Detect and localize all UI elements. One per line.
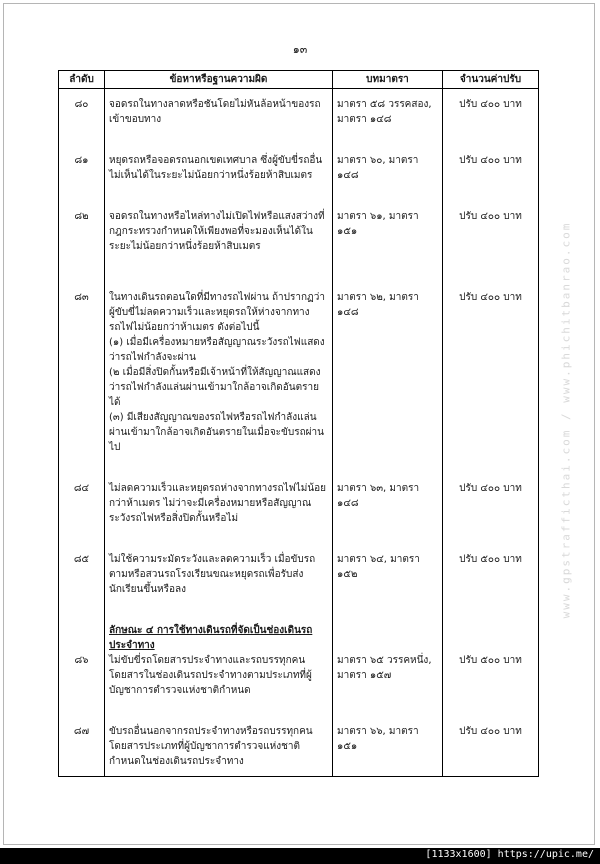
row-offense [105, 153, 333, 183]
row-gap [59, 127, 539, 153]
row-fine: ปรับ ๔๐๐ บาท [443, 290, 539, 455]
table-row [59, 653, 539, 698]
row-no: ๘๓ [59, 290, 105, 455]
row-offense [105, 209, 333, 254]
image-host-bar [0, 848, 600, 864]
row-gap [59, 597, 539, 623]
row-gap [59, 254, 539, 290]
section-text: มาตรา ๖๒, มาตรา ๑๔๘ [337, 291, 419, 318]
section-heading: ลักษณะ ๔ การใช้ทางเดินรถที่จัดเป็นช่องเดินรถประจำทาง [109, 624, 313, 651]
offense-text: ไม่ใช้ความระมัดระวังและลดความเร็ว เมื่อขับรถตามหรือสวนรถโรงเรียนขณะหยุดรถเพื่อรับส่งนักเรียนขึ้นหรือลง [109, 553, 316, 595]
section-text: มาตรา ๖๓, มาตรา ๑๔๘ [337, 482, 420, 509]
row-offense [105, 97, 333, 127]
section-text: มาตรา ๑๕๗ [337, 669, 392, 681]
row-section [333, 653, 443, 698]
header-offense: ข้อหาหรือฐานความผิด [105, 71, 333, 89]
offense-text: ไม่ขับขี่รถโดยสารประจำทางและรถบรรทุกคนโดยสารในช่องเดินรถประจำทางตามประเภทที่ผู้บัญชาการตำรวจแห่งชาติกำหนด [109, 654, 312, 696]
row-section [333, 481, 443, 526]
table-row [59, 290, 539, 455]
section-text: มาตรา ๖๑, มาตรา ๑๕๑ [337, 210, 419, 237]
row-offense [105, 552, 333, 597]
row-gap [59, 455, 539, 481]
row-no: ๘๐ [59, 97, 105, 127]
row-fine: ปรับ ๔๐๐ บาท [443, 97, 539, 127]
section-heading-row [59, 623, 539, 653]
row-fine: ปรับ ๔๐๐ บาท [443, 153, 539, 183]
watermark-text: www.gpstrafficthai.com / www.phichitbanrao.com [559, 221, 573, 619]
row-offense [105, 481, 333, 526]
header-no: ลำดับ [59, 71, 105, 89]
row-no: ๘๔ [59, 481, 105, 526]
section-text: มาตรา ๖๖, มาตรา ๑๕๑ [337, 725, 419, 752]
row-no: ๘๕ [59, 552, 105, 597]
section-text: มาตรา ๑๔๘ [337, 113, 392, 125]
offense-text: ไม่ลดความเร็วและหยุดรถห่างจากทางรถไฟไม่น้อยกว่าห้าเมตร ไม่ว่าจะมีเครื่องหมายหรือสัญญาณระวังรถไฟหรือสิ่งปิดกั้นหรือไม่ [109, 482, 327, 524]
row-section [333, 290, 443, 455]
table-header-row [59, 71, 539, 89]
section-heading-cell [105, 623, 333, 653]
offense-subitem: (๑) เมื่อมีเครื่องหมายหรือสัญญาณระวังรถไฟแสดงว่ารถไฟกำลังจะผ่าน [109, 336, 325, 363]
offense-subitem: (๒ เมื่อมีสิ่งปิดกั้นหรือมีเจ้าหน้าที่ให้สัญญาณแสดงว่ารถไฟกำลังแล่นผ่านเข้ามาใกล้อาจเกิดอันตรายได้ [109, 366, 321, 408]
row-section [333, 209, 443, 254]
row-gap [59, 526, 539, 552]
row-section [333, 552, 443, 597]
row-gap [59, 769, 539, 777]
row-fine: ปรับ ๔๐๐ บาท [443, 481, 539, 526]
offense-text: หยุดรถหรือจอดรถนอกเขตเทศบาล ซึ่งผู้ขับขี่รถอื่นไม่เห็นได้ในระยะไม่น้อยกว่าหนึ่งร้อยห้าสิบเมตร [109, 154, 323, 181]
header-section: บทมาตรา [333, 71, 443, 89]
table-row [59, 481, 539, 526]
row-section [333, 724, 443, 769]
table-row [59, 724, 539, 769]
offense-text: จอดรถในทางหรือไหล่ทางไม่เปิดไฟหรือแสงสว่างที่กฎกระทรวงกำหนดให้เพียงพอที่จะมองเห็นได้ในระยะไม่น้อยกว่าหนึ่งร้อยห้าสิบเมตร [109, 210, 325, 252]
row-offense [105, 290, 333, 455]
row-fine: ปรับ ๕๐๐ บาท [443, 653, 539, 698]
row-section [333, 97, 443, 127]
page-number: ๑๓ [292, 43, 308, 56]
row-fine: ปรับ ๔๐๐ บาท [443, 724, 539, 769]
row-section [333, 153, 443, 183]
offense-subitem: (๓) มีเสียงสัญญาณของรถไฟหรือรถไฟกำลังแล่นผ่านเข้ามาใกล้อาจเกิดอันตรายในเมื่อจะขับรถผ่านไป [109, 411, 324, 453]
offense-text: ขับรถอื่นนอกจากรถประจำทางหรือรถบรรทุกคนโดยสารประเภทที่ผู้บัญชาการตำรวจแห่งชาติกำหนดในช่องเดินรถประจำทาง [109, 725, 313, 767]
section-text: มาตรา ๖๔, มาตรา ๑๕๒ [337, 553, 420, 580]
section-text: มาตรา ๖๕ วรรคหนึ่ง, [337, 654, 432, 666]
row-fine: ปรับ ๔๐๐ บาท [443, 209, 539, 254]
header-fine: จำนวนค่าปรับ [443, 71, 539, 89]
row-offense [105, 653, 333, 698]
row-fine: ปรับ ๕๐๐ บาท [443, 552, 539, 597]
row-no: ๘๑ [59, 153, 105, 183]
table-row [59, 209, 539, 254]
table-row [59, 153, 539, 183]
offense-text: จอดรถในทางลาดหรือชันโดยไม่หันล้อหน้าของรถเข้าขอบทาง [109, 98, 321, 125]
section-text: มาตรา ๕๘ วรรคสอง, [337, 98, 432, 110]
fine-table [58, 70, 539, 777]
row-offense [105, 724, 333, 769]
row-no: ๘๖ [59, 653, 105, 698]
row-gap [59, 698, 539, 724]
row-no: ๘๗ [59, 724, 105, 769]
row-gap [59, 183, 539, 209]
section-text: มาตรา ๖๐, มาตรา ๑๔๘ [337, 154, 419, 181]
table-row [59, 552, 539, 597]
image-host-text[interactable]: [1133x1600] https://upic.me/ [425, 849, 594, 860]
table-row [59, 97, 539, 127]
row-no: ๘๒ [59, 209, 105, 254]
row-gap [59, 89, 539, 97]
offense-text: ในทางเดินรถตอนใดที่มีทางรถไฟผ่าน ถ้าปรากฏว่าผู้ขับขี่ไม่ลดความเร็วและหยุดรถให้ห่างจากทางรถไฟไม่น้อยกว่าห้าเมตร ดังต่อไปนี้ [109, 291, 325, 333]
